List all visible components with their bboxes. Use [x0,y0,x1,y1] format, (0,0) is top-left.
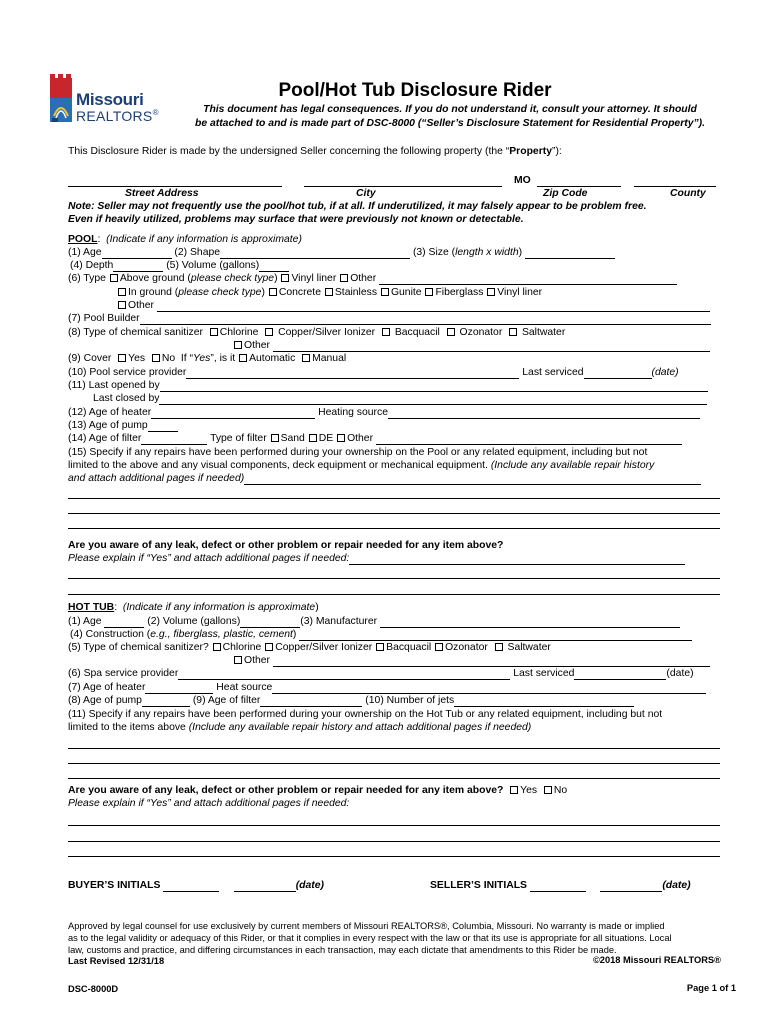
intro-text: This Disclosure Rider is made by the undersigned Seller concerning the following property (the “Property”): [68,146,562,157]
logo-registered: ® [152,108,159,117]
hot-tub-explain-line-b[interactable] [68,841,720,842]
hot-tub-heat-source-field[interactable] [272,683,706,694]
cover-manual-checkbox[interactable] [302,354,310,362]
hot-tub-saltwater-checkbox[interactable] [495,643,503,651]
spa-last-serviced-field[interactable] [574,669,666,680]
subtitle-line2: be attached to and is made part of DSC-8000 (“Seller’s Disclosure Statement for Residential Property”). [194,118,706,129]
pool-sanitizer-other-checkbox[interactable] [234,341,242,349]
stainless-checkbox[interactable] [325,288,333,296]
pool-repairs-field[interactable] [244,474,701,485]
form-id: DSC-8000D [68,984,119,994]
buyer-date-field[interactable] [234,881,296,892]
buyer-initials-row: BUYER’S INITIALS (date) [68,880,324,891]
pool-row-type: (6) Type Above ground (please check type) Vinyl liner Other [68,273,677,285]
hot-tub-repairs-line-c[interactable] [68,778,720,779]
hot-tub-construction-field[interactable] [299,630,692,641]
seller-initials-field[interactable] [530,881,586,892]
pool-explain-row: Please explain if “Yes” and attach additional pages if needed: [68,553,685,565]
hot-tub-row-sanitizer: (5) Type of chemical sanitizer? Chlorine Copper/Silver Ionizer Bacquacil Ozonator Saltwater [68,642,551,653]
pool-repairs-line1: (15) Specify if any repairs have been performed during your ownership on the Pool or any related equipment, including but not [68,447,648,458]
gunite-checkbox[interactable] [381,288,389,296]
county-field[interactable] [634,186,716,187]
pool-explain-line-b[interactable] [68,594,720,595]
cover-automatic-checkbox[interactable] [239,354,247,362]
hot-tub-filter-age-field[interactable] [260,696,362,707]
cover-yes-checkbox[interactable] [118,354,126,362]
pool-row-in-ground-other: Other [117,300,710,312]
pool-copper-checkbox[interactable] [265,328,273,336]
last-revised: Last Revised 12/31/18 [68,956,165,966]
filter-de-checkbox[interactable] [309,434,317,442]
approval-line1: Approved by legal counsel for use exclusively by current members of Missouri REALTORS®, Columbia, Missouri. No warranty is made or implied [68,921,665,931]
pool-row-depth-volume: (4) Depth (5) Volume (gallons) [70,260,289,272]
fiberglass-checkbox[interactable] [425,288,433,296]
city-field[interactable] [304,186,502,187]
pool-aware-question: Are you aware of any leak, defect or other problem or repair needed for any item above? [68,540,504,551]
approval-line3: law, customs and practice, and differing circumstances in each transaction, may each dictate that amendments to this Rider be made. [68,945,617,955]
hot-tub-row-sanitizer-other: Other [233,655,710,667]
hot-tub-aware-yes-checkbox[interactable] [510,786,518,794]
zip-code-label: Zip Code [543,188,588,199]
hot-tub-explain-line-c[interactable] [68,856,720,857]
filter-other-field[interactable] [376,434,682,445]
buyer-initials-field[interactable] [163,881,219,892]
cover-no-checkbox[interactable] [152,354,160,362]
pool-filter-age-field[interactable] [141,434,207,445]
concrete-checkbox[interactable] [269,288,277,296]
hot-tub-sanitizer-other-field[interactable] [273,656,710,667]
in-ground-checkbox[interactable] [118,288,126,296]
subtitle-line1: This document has legal consequences. If you do not understand it, consult your attorney. It should [203,104,697,115]
logo-brand-line2: REALTORS [76,108,153,124]
pool-service-provider-field[interactable] [186,368,519,379]
filter-other-checkbox[interactable] [337,434,345,442]
in-ground-vinyl-liner-checkbox[interactable] [487,288,495,296]
pool-row-service-provider: (10) Pool service provider Last serviced (date) [68,367,679,378]
hot-tub-pump-age-field[interactable] [142,696,190,707]
hot-tub-volume-field[interactable] [240,617,300,628]
page-number: Page 1 of 1 [686,983,736,993]
pool-sanitizer-other-field[interactable] [273,341,710,352]
type-other-field[interactable] [379,274,677,285]
pool-row-age-shape-size: (1) Age (2) Shape (3) Size (length x width) [68,247,615,259]
state-label: MO [514,175,531,186]
approval-line2: as to the legal validity or adequacy of this Rider, or that it complies in every respect with the law or that its use is appropriate for all situations. Local [68,933,672,943]
hot-tub-jets-field[interactable] [454,696,634,707]
in-ground-other-checkbox[interactable] [118,301,126,309]
hot-tub-row-construction: (4) Construction (e.g., fiberglass, plastic, cement) [70,629,692,641]
note-line1: Note: Seller may not frequently use the pool/hot tub, if at all. If underutilized, it may falsely appear to be problem free. [68,201,647,212]
pool-heating-source-field[interactable] [388,408,700,419]
hot-tub-sanitizer-other-checkbox[interactable] [234,656,242,664]
pool-repairs-line-b[interactable] [68,513,720,514]
pool-repairs-line-a[interactable] [68,498,720,499]
pool-last-serviced-field[interactable] [584,368,652,379]
pool-depth-field[interactable] [113,261,163,272]
hot-tub-explain-line-a[interactable] [68,825,720,826]
hot-tub-copper-checkbox[interactable] [265,643,273,651]
hot-tub-aware-row: Are you aware of any leak, defect or other problem or repair needed for any item above? Yes No [68,785,568,796]
in-ground-other-field[interactable] [157,301,710,312]
pool-row-builder: (7) Pool Builder [68,313,711,325]
pool-bacquacil-checkbox[interactable] [382,328,390,336]
pool-row-in-ground: In ground (please check type) Concrete Stainless Gunite Fiberglass Vinyl liner [117,287,542,299]
pool-age-field[interactable] [102,248,172,259]
pool-chlorine-checkbox[interactable] [210,328,218,336]
pool-saltwater-checkbox[interactable] [509,328,517,336]
copyright: ©2018 Missouri REALTORS® [592,955,721,965]
hot-tub-repairs-line-a[interactable] [68,748,720,749]
hot-tub-heater-age-field[interactable] [145,683,213,694]
pool-pump-age-field[interactable] [148,421,178,432]
seller-date-field[interactable] [600,881,662,892]
hot-tub-age-field[interactable] [104,617,144,628]
vinyl-liner-checkbox[interactable] [281,274,289,282]
pool-explain-field[interactable] [349,554,685,565]
city-label: City [356,188,376,199]
type-other-checkbox[interactable] [340,274,348,282]
county-label: County [670,188,706,199]
note-line2: Even if heavily utilized, problems may surface that were previously not known or detectable. [68,214,524,225]
pool-repairs-line2: limited to the above and any visual components, deck equipment or mechanical equipment. (Include any available repair history [68,460,655,471]
street-address-field[interactable] [68,186,282,187]
pool-ozonator-checkbox[interactable] [447,328,455,336]
pool-last-closed-field[interactable] [159,394,707,405]
pool-repairs-line-c[interactable] [68,528,720,529]
pool-row-cover: (9) Cover Yes No If “Yes”, is it Automatic Manual [68,353,347,364]
pool-heading: POOL: (Indicate if any information is approximate) [68,234,302,245]
page-title: Pool/Hot Tub Disclosure Rider [278,80,552,101]
hot-tub-row-heater: (7) Age of heater Heat source [68,682,706,694]
pool-row-last-opened: (11) Last opened by [68,380,708,392]
pool-repairs-line3: and attach additional pages if needed) [68,473,701,485]
hot-tub-manufacturer-field[interactable] [380,617,680,628]
pool-row-sanitizer-other: Other [233,340,710,352]
hot-tub-chlorine-checkbox[interactable] [213,643,221,651]
street-address-label: Street Address [125,188,199,199]
hot-tub-row-age: (1) Age (2) Volume (gallons) (3) Manufacturer [68,616,680,628]
hot-tub-repairs-line1: (11) Specify if any repairs have been performed during your ownership on the Hot Tub or any related equipment, including but not [68,709,663,720]
hot-tub-heading: HOT TUB: (Indicate if any information is approximate) [68,602,319,613]
pool-volume-field[interactable] [259,261,289,272]
pool-heater-age-field[interactable] [151,408,315,419]
hot-tub-repairs-line-b[interactable] [68,763,720,764]
hot-tub-row-service: (6) Spa service provider Last serviced (date) [68,668,694,679]
spa-service-provider-field[interactable] [178,669,510,680]
pool-size-field[interactable] [525,248,615,259]
seller-initials-row: SELLER’S INITIALS (date) [430,880,691,891]
pool-explain-line-a[interactable] [68,578,720,579]
hot-tub-bacquacil-checkbox[interactable] [376,643,384,651]
hot-tub-repairs-line2: limited to the items above (Include any available repair history and attach additional pages if needed) [68,722,532,733]
logo-brand-line1: Missouri [76,90,144,109]
hot-tub-aware-no-checkbox[interactable] [544,786,552,794]
pool-shape-field[interactable] [220,248,410,259]
filter-sand-checkbox[interactable] [271,434,279,442]
pool-builder-field[interactable] [140,314,711,325]
pool-row-pump: (13) Age of pump [68,420,178,432]
above-ground-checkbox[interactable] [110,274,118,282]
pool-row-heater: (12) Age of heater Heating source [68,407,700,419]
hot-tub-row-pump: (8) Age of pump (9) Age of filter (10) Number of jets [68,695,634,707]
hot-tub-explain: Please explain if “Yes” and attach additional pages if needed: [68,798,350,809]
pool-row-last-closed: Last closed by [93,393,707,405]
pool-last-opened-field[interactable] [160,381,708,392]
pool-row-filter: (14) Age of filter Type of filter Sand DE Other [68,433,682,445]
zip-code-field[interactable] [537,186,621,187]
hot-tub-ozonator-checkbox[interactable] [435,643,443,651]
pool-row-sanitizer: (8) Type of chemical sanitizer Chlorine Copper/Silver Ionizer Bacquacil Ozonator Saltwater [68,327,566,338]
